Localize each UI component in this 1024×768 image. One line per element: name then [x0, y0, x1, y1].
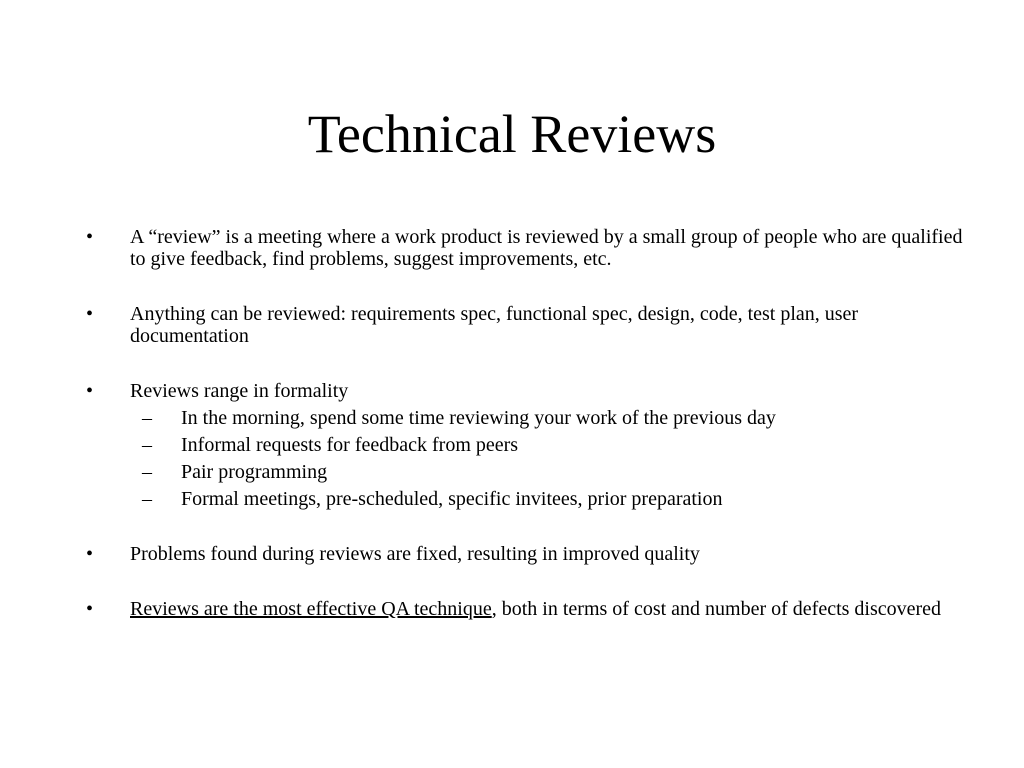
dash-icon: – [142, 488, 152, 510]
reviews-effective-link[interactable]: Reviews are the most effective QA technique [130, 598, 492, 620]
bullet-item [86, 380, 966, 510]
bullet-icon: • [86, 380, 94, 402]
slide-title: Technical Reviews [307, 104, 717, 164]
bullet-item [86, 226, 966, 270]
sub-bullet-item [86, 434, 966, 456]
sub-bullet-text: Informal requests for feedback from peers [181, 434, 519, 456]
sub-bullet-text: Formal meetings, pre-scheduled, specific invitees, prior preparation [181, 488, 723, 510]
sub-bullet-item [86, 488, 966, 510]
bullet-icon: • [86, 598, 94, 620]
sub-bullet-text: In the morning, spend some time reviewing your work of the previous day [181, 407, 776, 429]
dash-icon: – [142, 461, 152, 483]
bullet-icon: • [86, 226, 94, 248]
bullet-text: A “review” is a meeting where a work product is reviewed by a small group of people who are qualified to give feedback, find problems, suggest improvements, etc. [130, 226, 963, 270]
sub-bullet-list [86, 407, 966, 510]
bullet-text: Reviews range in formality [130, 380, 349, 402]
bullet-text: , both in terms of cost and number of defects discovered [491, 598, 942, 620]
bullet-list [86, 226, 966, 620]
dash-icon: – [142, 407, 152, 429]
sub-bullet-item [86, 407, 966, 429]
bullet-icon: • [86, 543, 94, 565]
sub-bullet-item [86, 461, 966, 483]
bullet-item [86, 598, 966, 620]
bullet-text: Problems found during reviews are fixed, resulting in improved quality [130, 543, 700, 565]
bullet-text: Anything can be reviewed: requirements spec, functional spec, design, code, test plan, user documentation [130, 303, 859, 347]
bullet-item [86, 303, 966, 347]
dash-icon: – [142, 434, 152, 456]
sub-bullet-text: Pair programming [181, 461, 328, 483]
bullet-item [86, 543, 966, 565]
bullet-icon: • [86, 303, 94, 325]
